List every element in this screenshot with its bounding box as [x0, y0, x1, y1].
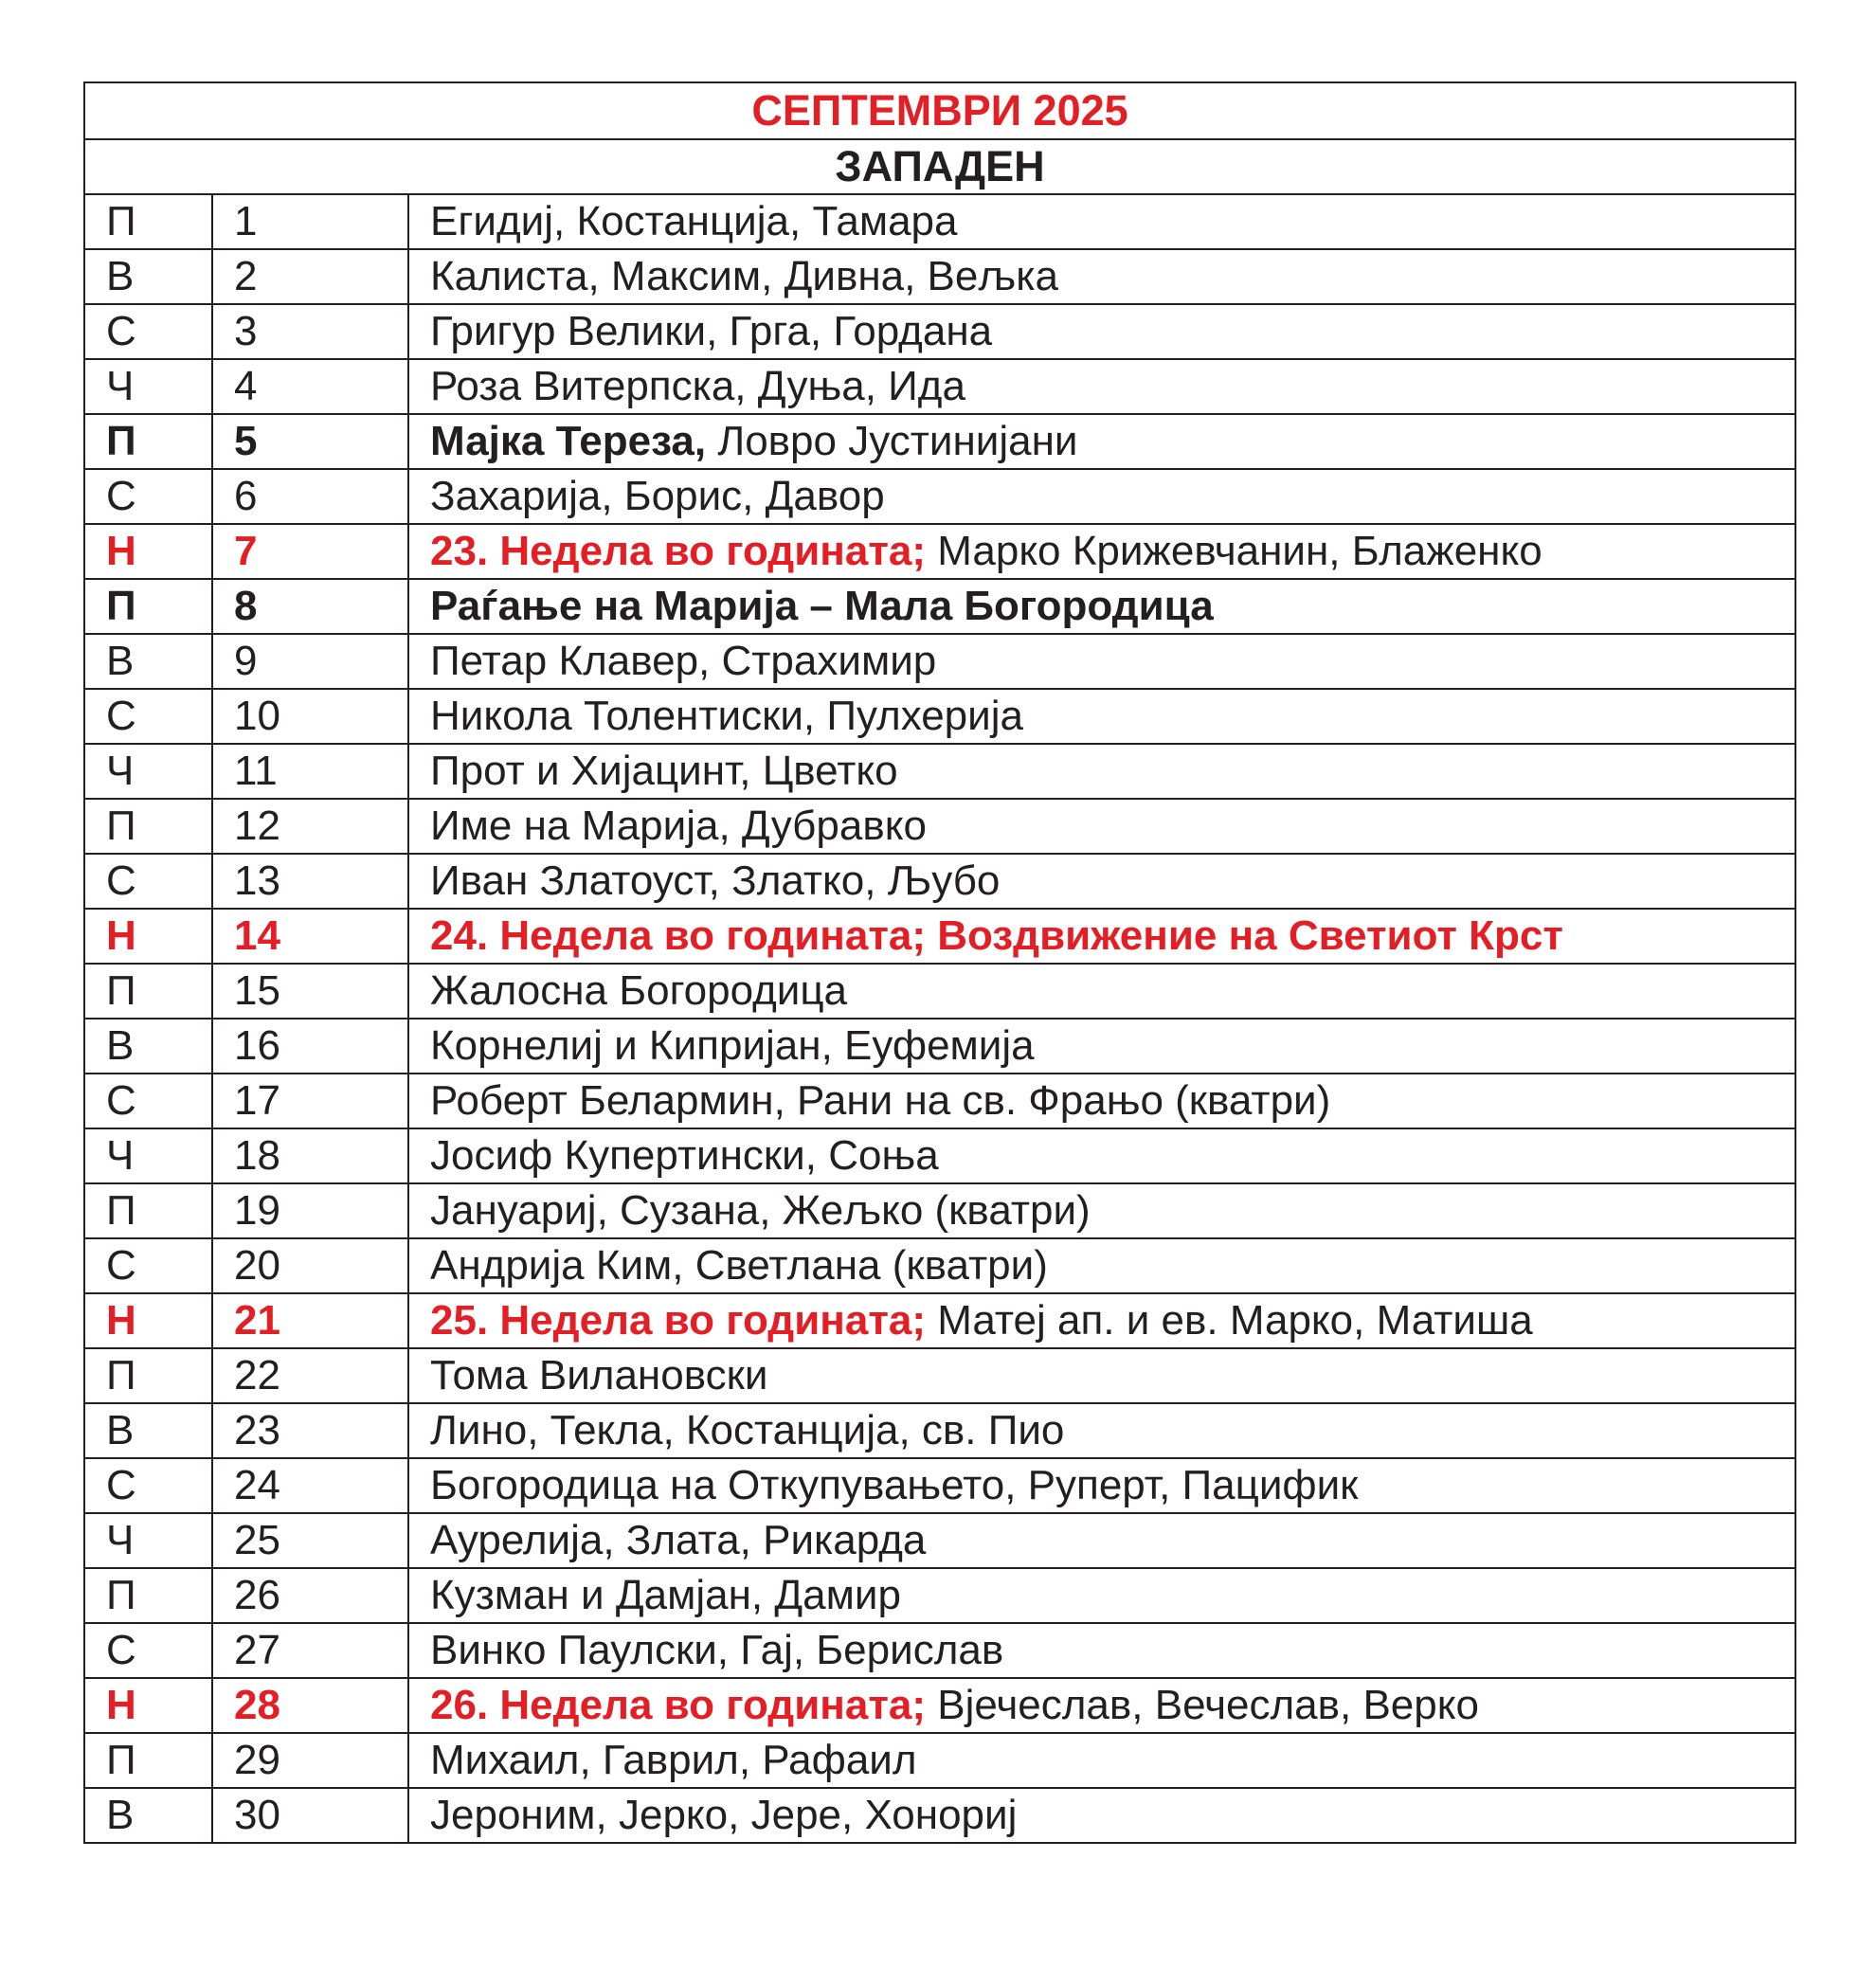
day-row	[84, 964, 1795, 1019]
day-row	[84, 524, 1795, 579]
saints-cell	[408, 1293, 1795, 1348]
day-number-cell: 24	[212, 1458, 408, 1513]
weekday-cell: П	[84, 579, 212, 634]
saints-text: Прот и Хијацинт, Цветко	[430, 748, 898, 794]
saints-cell	[408, 1403, 1795, 1458]
day-number-cell: 6	[212, 469, 408, 524]
day-row	[84, 1128, 1795, 1183]
day-number-cell: 5	[212, 414, 408, 469]
weekday-cell: С	[84, 469, 212, 524]
day-number-cell: 1	[212, 194, 408, 249]
weekday-cell: В	[84, 1019, 212, 1074]
saints-cell	[408, 909, 1795, 964]
saints-text: Жалосна Богородица	[430, 967, 848, 1014]
day-number-cell: 9	[212, 634, 408, 689]
saints-cell	[408, 1788, 1795, 1843]
saints-cell	[408, 1458, 1795, 1513]
weekday-cell: С	[84, 854, 212, 909]
saints-cell	[408, 854, 1795, 909]
day-number-cell: 30	[212, 1788, 408, 1843]
saints-cell	[408, 689, 1795, 744]
weekday-cell: В	[84, 634, 212, 689]
saints-text: Вјечеслав, Вечеслав, Верко	[926, 1682, 1479, 1728]
day-number-cell: 12	[212, 799, 408, 854]
saints-text: Иван Златоуст, Златко, Љубо	[430, 857, 1001, 904]
day-row	[84, 1568, 1795, 1623]
saints-cell	[408, 579, 1795, 634]
saints-text: Јануариј, Сузана, Жељко (кватри)	[430, 1187, 1091, 1234]
day-number-cell: 16	[212, 1019, 408, 1074]
day-number-cell: 10	[212, 689, 408, 744]
saints-cell	[408, 799, 1795, 854]
saints-cell	[408, 964, 1795, 1019]
saints-cell	[408, 359, 1795, 414]
weekday-cell: П	[84, 1183, 212, 1238]
day-row	[84, 1623, 1795, 1678]
month-title: СЕПТЕМВРИ 2025	[84, 82, 1795, 139]
title-row	[84, 82, 1795, 139]
weekday-cell: Н	[84, 909, 212, 964]
day-row	[84, 634, 1795, 689]
saints-cell	[408, 1568, 1795, 1623]
calendar-body	[84, 82, 1795, 1843]
weekday-cell: В	[84, 249, 212, 304]
day-number-cell: 15	[212, 964, 408, 1019]
saints-text: Михаил, Гаврил, Рафаил	[430, 1737, 917, 1783]
saints-text: Корнелиј и Кипријан, Еуфемија	[430, 1022, 1035, 1069]
weekday-cell: П	[84, 1568, 212, 1623]
weekday-cell: С	[84, 304, 212, 359]
day-row	[84, 194, 1795, 249]
weekday-cell: Н	[84, 524, 212, 579]
weekday-cell: С	[84, 1623, 212, 1678]
day-number-cell: 14	[212, 909, 408, 964]
saints-text: Ловро Јустинијани	[706, 418, 1078, 464]
weekday-cell: П	[84, 194, 212, 249]
day-row	[84, 799, 1795, 854]
day-row	[84, 1678, 1795, 1733]
day-number-cell: 17	[212, 1074, 408, 1128]
saints-text: Роза Витерпска, Дуња, Ида	[430, 363, 965, 409]
saints-text: Кузман и Дамјан, Дамир	[430, 1572, 901, 1618]
weekday-cell: Ч	[84, 1128, 212, 1183]
saints-text: Богородица на Откупувањето, Руперт, Пацифик	[430, 1462, 1359, 1508]
day-row	[84, 1458, 1795, 1513]
day-number-cell: 3	[212, 304, 408, 359]
saints-text: Никола Толентиски, Пулхерија	[430, 693, 1023, 739]
saints-text: Матеј ап. и ев. Марко, Матиша	[926, 1297, 1533, 1344]
day-row	[84, 1348, 1795, 1403]
weekday-cell: Н	[84, 1293, 212, 1348]
day-row	[84, 1513, 1795, 1568]
saints-text: Егидиј, Костанција, Тамара	[430, 198, 958, 244]
day-number-cell: 7	[212, 524, 408, 579]
saints-cell	[408, 1733, 1795, 1788]
saints-text: Мајка Тереза,	[430, 418, 707, 464]
day-row	[84, 909, 1795, 964]
saints-text: Григур Велики, Грга, Гордана	[430, 308, 993, 354]
day-number-cell: 13	[212, 854, 408, 909]
day-row	[84, 579, 1795, 634]
saints-cell	[408, 1678, 1795, 1733]
saints-cell	[408, 1128, 1795, 1183]
day-number-cell: 4	[212, 359, 408, 414]
saints-text: Тома Вилановски	[430, 1352, 768, 1399]
saints-text: Јероним, Јерко, Јере, Хонориј	[430, 1792, 1018, 1838]
weekday-cell: С	[84, 1458, 212, 1513]
saints-text: Име на Марија, Дубравко	[430, 803, 927, 849]
day-row	[84, 304, 1795, 359]
day-row	[84, 359, 1795, 414]
day-row	[84, 1238, 1795, 1293]
weekday-cell: Ч	[84, 744, 212, 799]
saints-cell	[408, 1238, 1795, 1293]
saints-cell	[408, 414, 1795, 469]
day-number-cell: 23	[212, 1403, 408, 1458]
weekday-cell: П	[84, 1733, 212, 1788]
day-row	[84, 1293, 1795, 1348]
saints-cell	[408, 249, 1795, 304]
day-row	[84, 469, 1795, 524]
saints-cell	[408, 1623, 1795, 1678]
day-number-cell: 20	[212, 1238, 408, 1293]
saints-text: Раѓање на Марија – Мала Богородица	[430, 583, 1214, 629]
day-number-cell: 29	[212, 1733, 408, 1788]
weekday-cell: Ч	[84, 1513, 212, 1568]
saints-text: 24. Недела во годината; Воздвижение на Светиот Крст	[430, 912, 1563, 959]
day-number-cell: 22	[212, 1348, 408, 1403]
saints-cell	[408, 1513, 1795, 1568]
day-row	[84, 1019, 1795, 1074]
weekday-cell: В	[84, 1788, 212, 1843]
day-row	[84, 249, 1795, 304]
weekday-cell: С	[84, 689, 212, 744]
weekday-cell: П	[84, 1348, 212, 1403]
saints-text: 23. Недела во годината;	[430, 528, 926, 574]
calendar-subtitle: ЗАПАДЕН	[84, 139, 1795, 194]
day-row	[84, 744, 1795, 799]
day-number-cell: 28	[212, 1678, 408, 1733]
weekday-cell: В	[84, 1403, 212, 1458]
day-row	[84, 1403, 1795, 1458]
day-number-cell: 26	[212, 1568, 408, 1623]
saints-cell	[408, 304, 1795, 359]
day-row	[84, 414, 1795, 469]
subtitle-row	[84, 139, 1795, 194]
weekday-cell: П	[84, 964, 212, 1019]
day-number-cell: 21	[212, 1293, 408, 1348]
saints-cell	[408, 1348, 1795, 1403]
saints-text: 26. Недела во годината;	[430, 1682, 926, 1728]
saints-text: Марко Крижевчанин, Блаженко	[926, 528, 1542, 574]
saints-text: Винко Паулски, Гај, Берислав	[430, 1627, 1004, 1673]
saints-text: Лино, Текла, Костанција, св. Пио	[430, 1407, 1065, 1453]
saints-text: Роберт Белармин, Рани на св. Фрањо (кватри)	[430, 1077, 1331, 1124]
saints-cell	[408, 1019, 1795, 1074]
saints-text: Калиста, Максим, Дивна, Вељка	[430, 253, 1058, 299]
saints-cell	[408, 469, 1795, 524]
day-row	[84, 854, 1795, 909]
day-number-cell: 19	[212, 1183, 408, 1238]
day-number-cell: 25	[212, 1513, 408, 1568]
day-row	[84, 1733, 1795, 1788]
saints-text: Петар Клавер, Страхимир	[430, 638, 937, 684]
saints-text: Аурелија, Злата, Рикарда	[430, 1517, 927, 1563]
saints-cell	[408, 524, 1795, 579]
day-row	[84, 1074, 1795, 1128]
day-number-cell: 11	[212, 744, 408, 799]
saints-cell	[408, 744, 1795, 799]
saints-cell	[408, 1183, 1795, 1238]
day-row	[84, 1183, 1795, 1238]
day-row	[84, 689, 1795, 744]
day-number-cell: 27	[212, 1623, 408, 1678]
saints-text: Андрија Ким, Светлана (кватри)	[430, 1242, 1048, 1289]
saints-cell	[408, 194, 1795, 249]
weekday-cell: С	[84, 1074, 212, 1128]
saints-cell	[408, 634, 1795, 689]
weekday-cell: П	[84, 414, 212, 469]
calendar-table	[83, 81, 1796, 1844]
day-number-cell: 18	[212, 1128, 408, 1183]
saints-text: 25. Недела во годината;	[430, 1297, 926, 1344]
saints-text: Јосиф Купертински, Соња	[430, 1132, 939, 1179]
weekday-cell: С	[84, 1238, 212, 1293]
saints-text: Захарија, Борис, Давор	[430, 473, 885, 519]
day-number-cell: 8	[212, 579, 408, 634]
day-number-cell: 2	[212, 249, 408, 304]
saints-cell	[408, 1074, 1795, 1128]
weekday-cell: Ч	[84, 359, 212, 414]
weekday-cell: Н	[84, 1678, 212, 1733]
weekday-cell: П	[84, 799, 212, 854]
day-row	[84, 1788, 1795, 1843]
